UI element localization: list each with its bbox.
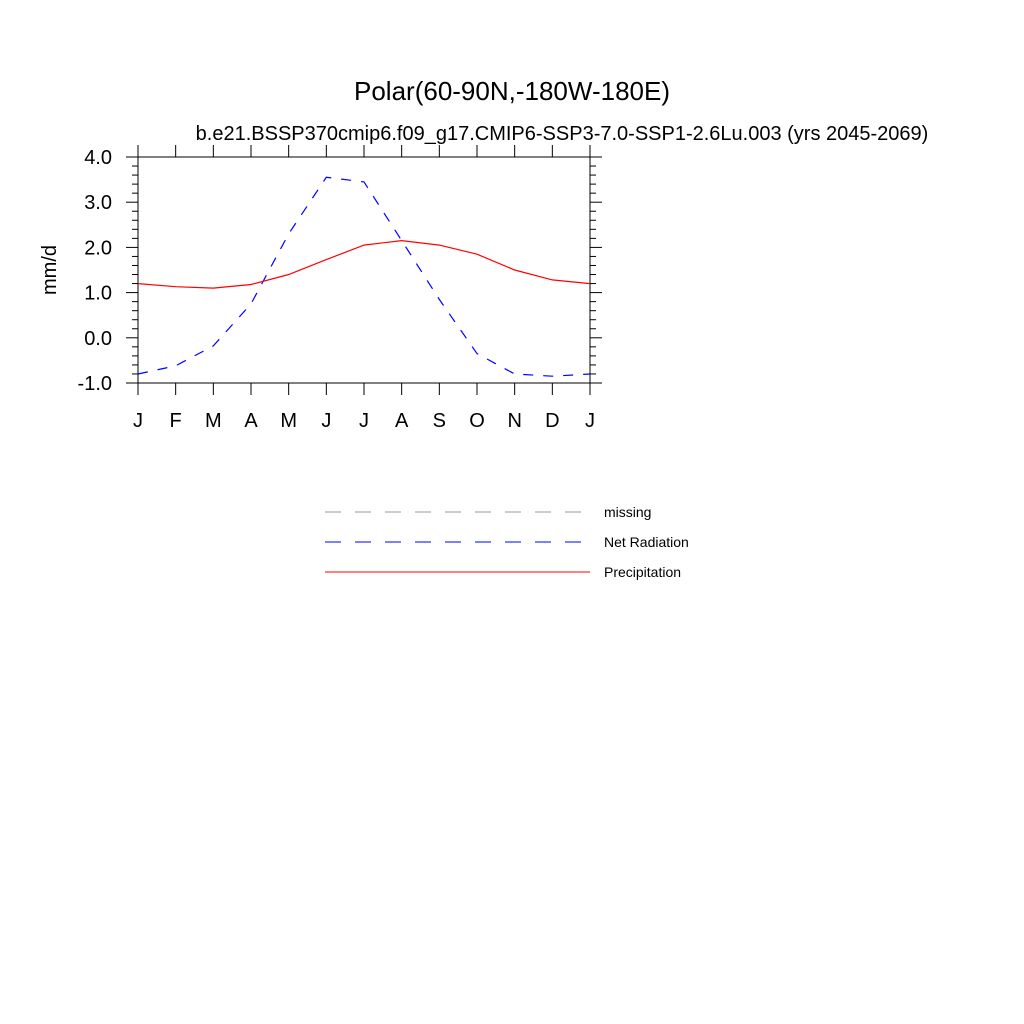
y-tick-label: 3.0 [84, 192, 112, 215]
x-tick-label: S [432, 410, 447, 432]
x-tick-label: F [169, 410, 182, 432]
plot-frame [138, 157, 590, 383]
y-tick-label: -1.0 [77, 373, 112, 395]
x-tick-label: O [469, 410, 485, 432]
chart-title: Polar(60-90N,-180W-180E) [354, 76, 670, 106]
legend-label: Precipitation [604, 564, 682, 580]
x-tick-label: J [321, 410, 332, 432]
x-tick-label: D [545, 410, 560, 432]
y-tick-labels [78, 147, 112, 395]
x-tick-labels [133, 410, 595, 432]
x-tick-label: J [133, 410, 143, 432]
x-tick-label: M [204, 410, 222, 432]
legend [325, 504, 689, 580]
series-lines [138, 177, 590, 376]
x-tick-label: N [507, 410, 522, 432]
chart-subtitle: b.e21.BSSP370cmip6.f09_g17.CMIP6-SSP3-7.0-SSP1-2.6Lu.003 (yrs 2045-2069) [195, 123, 929, 145]
y-tick-label: 4.0 [84, 147, 112, 169]
x-tick-label: A [244, 410, 258, 432]
series-line-precipitation [138, 241, 590, 289]
x-tick-label: M [280, 410, 298, 432]
y-axis-label: mm/d [39, 245, 61, 295]
series-line-net-radiation [138, 177, 590, 376]
legend-label: Net Radiation [604, 534, 689, 550]
x-tick-label: A [394, 410, 409, 432]
y-tick-label: 0.0 [84, 327, 112, 350]
legend-label: missing [604, 504, 652, 520]
x-tick-label: J [585, 410, 595, 432]
y-tick-label: 1.0 [84, 282, 112, 305]
y-tick-label: 2.0 [84, 237, 112, 260]
x-tick-label: J [359, 410, 369, 432]
